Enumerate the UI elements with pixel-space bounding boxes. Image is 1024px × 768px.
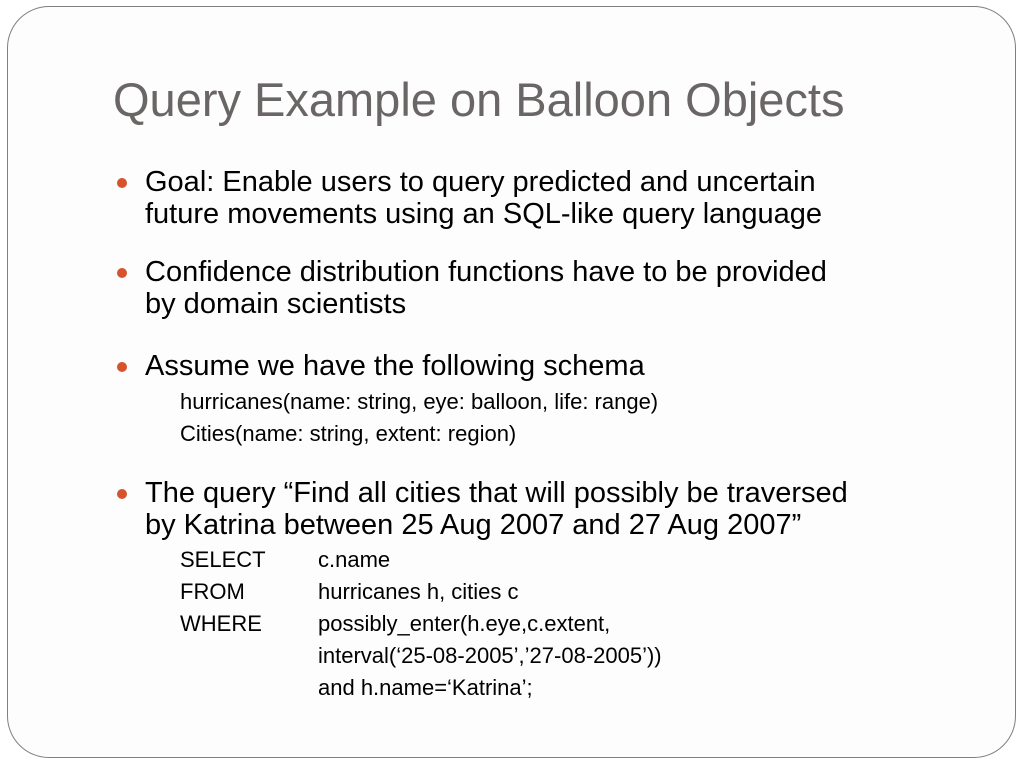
bullet-line: by Katrina between 25 Aug 2007 and 27 Aug 2007” bbox=[145, 509, 802, 541]
bullet-dot-icon bbox=[117, 178, 127, 188]
bullet-dot-icon bbox=[117, 362, 127, 372]
schema-hurricanes: hurricanes(name: string, eye: balloon, life: range) bbox=[180, 389, 659, 414]
sql-where-line: possibly_enter(h.eye,c.extent, bbox=[318, 611, 611, 636]
sql-where-line: and h.name=‘Katrina’; bbox=[318, 675, 533, 700]
bullet-text bbox=[145, 166, 995, 230]
bullet-text bbox=[145, 477, 995, 541]
bullet-text bbox=[145, 350, 995, 382]
bullet-text bbox=[145, 256, 995, 320]
sql-from-value: hurricanes h, cities c bbox=[318, 579, 519, 604]
schema-cities: Cities(name: string, extent: region) bbox=[180, 421, 517, 446]
sql-select-value: c.name bbox=[318, 547, 391, 572]
bullet-line: Confidence distribution functions have to be provided bbox=[145, 256, 827, 288]
bullet-dot-icon bbox=[117, 268, 127, 278]
bullet-line: The query “Find all cities that will possibly be traversed bbox=[145, 477, 848, 509]
bullet-dot-icon bbox=[117, 489, 127, 499]
slide-title: Query Example on Balloon Objects bbox=[113, 73, 845, 126]
bullet-line: Goal: Enable users to query predicted and uncertain bbox=[145, 166, 816, 198]
sql-select-keyword: SELECT bbox=[180, 547, 266, 572]
bullet-line: Assume we have the following schema bbox=[145, 350, 645, 382]
sql-from-keyword: FROM bbox=[180, 579, 245, 604]
sql-where-line: interval(‘25-08-2005’,’27-08-2005’)) bbox=[318, 643, 662, 668]
bullet-line: future movements using an SQL-like query language bbox=[145, 198, 823, 230]
sql-where-keyword: WHERE bbox=[180, 611, 262, 636]
bullet-line: by domain scientists bbox=[145, 288, 407, 320]
